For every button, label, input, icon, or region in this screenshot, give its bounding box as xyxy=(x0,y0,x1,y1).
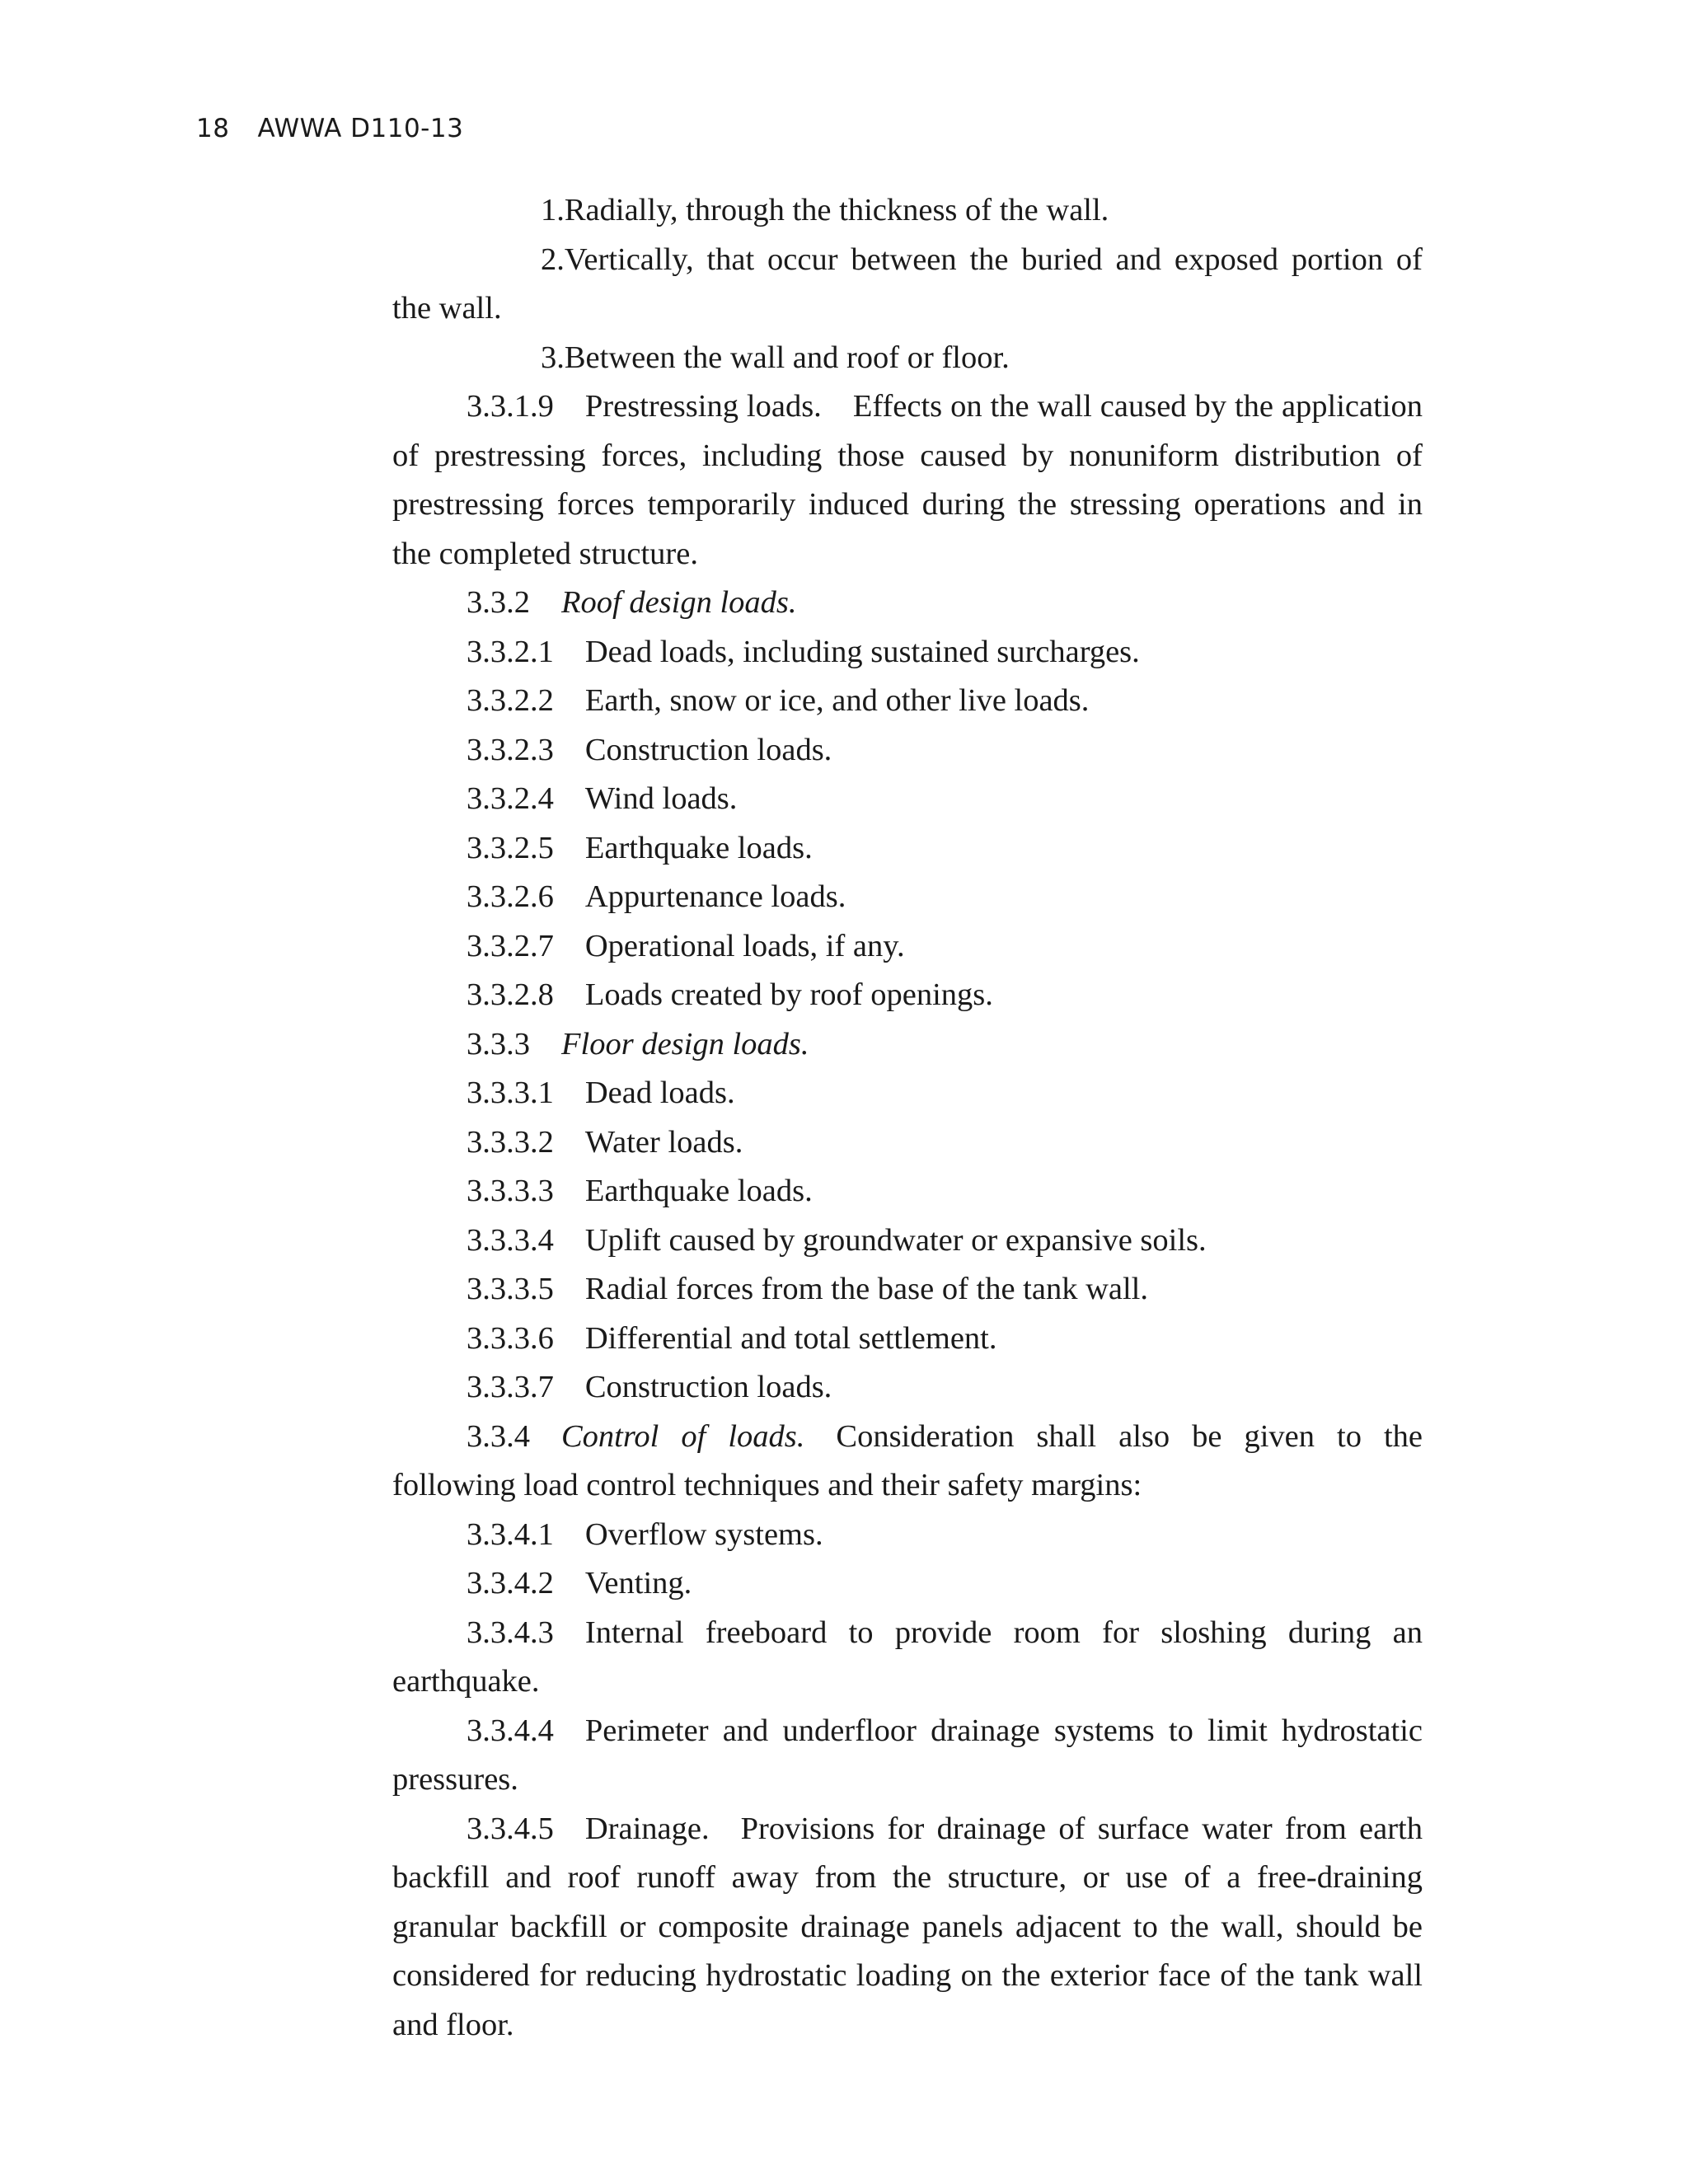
item-number: 3.3.3.5 xyxy=(467,1272,554,1306)
control-item xyxy=(392,1609,1423,1707)
roof-item xyxy=(392,677,1423,726)
item-text: Differential and total settlement. xyxy=(584,1320,997,1356)
section-title: Control of loads. xyxy=(561,1418,805,1454)
item-number: 3.3.3.4 xyxy=(467,1222,554,1258)
section-title: Prestressing loads. xyxy=(584,389,822,424)
item-text: Radial forces from the base of the tank wall. xyxy=(584,1272,1149,1306)
item-text: Operational loads, if any. xyxy=(584,928,905,963)
item-number: 3.3.3.3 xyxy=(467,1174,554,1208)
item-number: 3.3.4.3 xyxy=(467,1615,554,1650)
item-number: 3.3.4.1 xyxy=(467,1516,554,1552)
section-3-3-1-9 xyxy=(392,382,1423,579)
item-text: Construction loads. xyxy=(584,732,832,767)
item-text: Construction loads. xyxy=(584,1370,832,1404)
section-number: 3.3.4 xyxy=(467,1418,530,1454)
item-number: 3.3.2.4 xyxy=(467,781,554,816)
floor-item xyxy=(392,1265,1423,1315)
roof-item xyxy=(392,775,1423,824)
control-item xyxy=(392,1707,1423,1805)
list-number: 2. xyxy=(541,241,565,277)
item-number: 3.3.3.1 xyxy=(467,1076,554,1110)
list-number: 3. xyxy=(541,340,565,375)
roof-item xyxy=(392,628,1423,677)
item-text: Wind loads. xyxy=(584,781,738,816)
floor-item xyxy=(392,1216,1423,1266)
item-text: Earth, snow or ice, and other live loads. xyxy=(584,683,1090,718)
item-number: 3.3.4.4 xyxy=(467,1713,554,1748)
document-id: AWWA D110-13 xyxy=(257,114,464,143)
item-number: 3.3.2.8 xyxy=(467,977,554,1012)
control-item xyxy=(392,1559,1423,1609)
body-text xyxy=(392,186,1423,2050)
floor-item xyxy=(392,1118,1423,1168)
list-text: Vertically, that occur between the buried and exposed portion of the wall. xyxy=(392,241,1423,326)
list-number: 1. xyxy=(541,193,565,227)
roof-item xyxy=(392,971,1423,1020)
item-number: 3.3.2.7 xyxy=(467,928,554,963)
item-text: Water loads. xyxy=(584,1124,743,1160)
item-number: 3.3.3.7 xyxy=(467,1370,554,1404)
section-number: 3.3.2 xyxy=(467,585,530,620)
item-text: Earthquake loads. xyxy=(584,1174,813,1208)
section-text: Effects on the wall caused by the application of prestressing forces, including those caused by nonuniform distribution of prestressing forces temporarily induced during the stressing operations and in the completed structure. xyxy=(392,389,1423,571)
list-text: Between the wall and roof or floor. xyxy=(564,340,1010,375)
item-number: 3.3.3.6 xyxy=(467,1320,554,1356)
section-text: Consideration shall also be given to the following load control techniques and their safety margins: xyxy=(392,1418,1423,1502)
list-text: Radially, through the thickness of the wall. xyxy=(564,193,1109,227)
section-3-3-4-5 xyxy=(392,1805,1423,2050)
section-title: Roof design loads. xyxy=(561,585,797,620)
section-title: Floor design loads. xyxy=(561,1026,809,1062)
item-text: Dead loads. xyxy=(584,1076,735,1110)
roof-item xyxy=(392,873,1423,922)
section-text: Provisions for drainage of surface water from earth backfill and roof runoff away from the structure, or use of a free-draining granular backfill or composite drainage panels adjacent to the wall, should be considered for reducing hydrostatic loading on the exterior face of the tank wall and floor. xyxy=(392,1811,1423,2042)
section-number: 3.3.3 xyxy=(467,1026,530,1062)
item-text: Appurtenance loads. xyxy=(584,879,846,914)
item-number: 3.3.2.6 xyxy=(467,879,554,914)
running-header xyxy=(196,114,463,143)
floor-item xyxy=(392,1069,1423,1118)
item-text: Internal freeboard to provide room for sloshing during an earthquake. xyxy=(392,1615,1423,1699)
list-item xyxy=(392,186,1423,236)
item-number: 3.3.2.5 xyxy=(467,830,554,865)
item-text: Earthquake loads. xyxy=(584,830,813,865)
item-text: Perimeter and underfloor drainage systems to limit hydrostatic pressures. xyxy=(392,1713,1423,1797)
item-number: 3.3.2.2 xyxy=(467,683,554,718)
control-item xyxy=(392,1511,1423,1560)
item-number: 3.3.2.1 xyxy=(467,634,554,669)
roof-item xyxy=(392,824,1423,874)
roof-item xyxy=(392,922,1423,972)
section-3-3-3-heading xyxy=(392,1020,1423,1070)
item-text: Dead loads, including sustained surcharges. xyxy=(584,634,1140,669)
roof-item xyxy=(392,726,1423,776)
list-item xyxy=(392,236,1423,334)
item-number: 3.3.4.2 xyxy=(467,1566,554,1601)
section-3-3-2-heading xyxy=(392,579,1423,628)
section-title: Drainage. xyxy=(584,1811,710,1846)
item-number: 3.3.2.3 xyxy=(467,732,554,767)
section-number: 3.3.1.9 xyxy=(467,389,554,424)
item-text: Overflow systems. xyxy=(584,1516,823,1552)
item-text: Venting. xyxy=(584,1566,692,1601)
section-number: 3.3.4.5 xyxy=(467,1811,554,1846)
item-text: Uplift caused by groundwater or expansive soils. xyxy=(584,1222,1207,1258)
item-text: Loads created by roof openings. xyxy=(584,977,993,1012)
floor-item xyxy=(392,1167,1423,1216)
floor-item xyxy=(392,1315,1423,1364)
page-number: 18 xyxy=(196,114,230,143)
list-item xyxy=(392,334,1423,383)
section-3-3-4 xyxy=(392,1413,1423,1511)
floor-item xyxy=(392,1363,1423,1413)
item-number: 3.3.3.2 xyxy=(467,1124,554,1160)
